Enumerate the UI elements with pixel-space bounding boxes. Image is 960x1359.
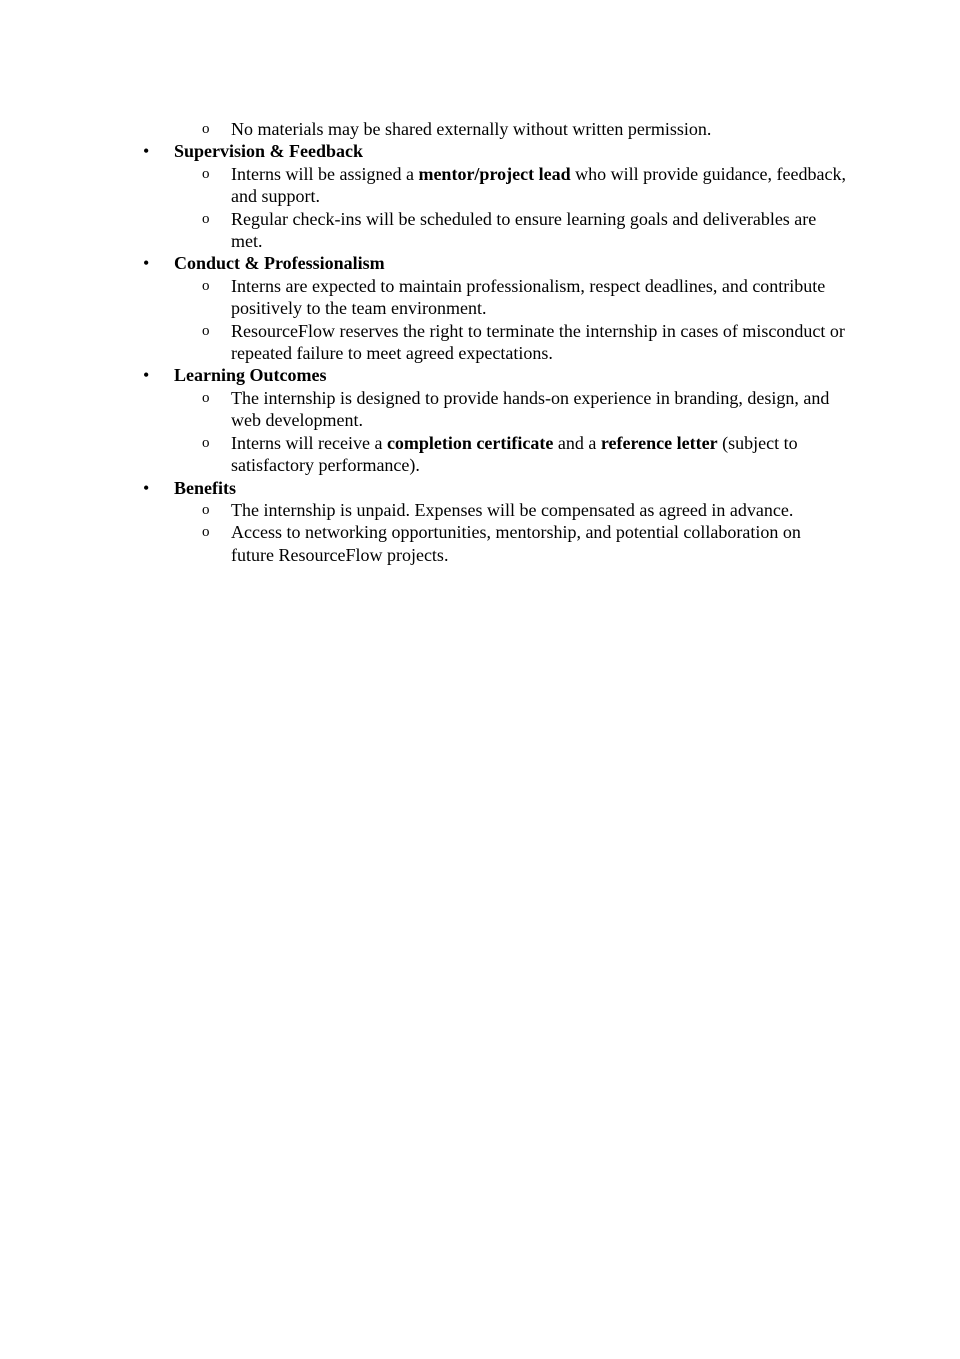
section-heading-text: Benefits bbox=[174, 477, 236, 498]
list-item-text: Interns are expected to maintain professionalism, respect deadlines, and contribute positively to the team environment. bbox=[231, 275, 826, 319]
bullet: • bbox=[143, 365, 150, 386]
bold-text: reference letter bbox=[600, 432, 718, 453]
list-item bbox=[0, 163, 846, 208]
section-heading-text: Conduct & Professionalism bbox=[174, 253, 385, 274]
list-item-text: ResourceFlow reserves the right to terminate the internship in cases of misconduct or repeated failure to meet agreed expectations. bbox=[231, 320, 845, 364]
list-item-text: No materials may be shared externally without written permission. bbox=[231, 119, 712, 139]
section-heading bbox=[0, 140, 854, 162]
section-supervision-feedback bbox=[0, 140, 960, 252]
bullet: • bbox=[143, 141, 150, 162]
list-item bbox=[0, 387, 846, 432]
list-item-text: Interns will receive a completion certificate and a reference letter (subject to satisfactory performance). bbox=[231, 432, 798, 476]
sub-bullet: o bbox=[202, 165, 210, 182]
list-item-text: Regular check-ins will be scheduled to ensure learning goals and deliverables are met. bbox=[231, 208, 817, 252]
bullet: • bbox=[143, 253, 150, 274]
list-item bbox=[0, 499, 846, 521]
section-conduct-professionalism bbox=[0, 252, 960, 364]
bold-text: mentor/project lead bbox=[418, 163, 571, 184]
document-page bbox=[0, 118, 960, 566]
sub-bullet: o bbox=[202, 524, 210, 541]
list-item-continuation bbox=[0, 118, 846, 140]
list-item-text: The internship is unpaid. Expenses will be compensated as agreed in advance. bbox=[231, 499, 794, 520]
section-heading-text: Supervision & Feedback bbox=[174, 141, 364, 162]
section-heading-text: Learning Outcomes bbox=[174, 365, 327, 386]
list-item bbox=[0, 521, 846, 566]
list-item bbox=[0, 320, 846, 365]
section-heading bbox=[0, 477, 854, 499]
sub-bullet: o bbox=[202, 322, 210, 339]
sub-bullet: o bbox=[202, 434, 210, 451]
bold-text: completion certificate bbox=[386, 432, 554, 453]
sub-bullet: o bbox=[202, 121, 210, 137]
list-item-text: The internship is designed to provide hands-on experience in branding, design, and web development. bbox=[231, 387, 830, 431]
list-item-text: Access to networking opportunities, mentorship, and potential collaboration on future ResourceFlow projects. bbox=[231, 522, 801, 565]
list-item bbox=[0, 275, 846, 320]
section-benefits bbox=[0, 477, 960, 567]
list-item bbox=[0, 432, 846, 477]
sub-bullet: o bbox=[202, 277, 210, 294]
list-item-text: Interns will be assigned a mentor/project lead who will provide guidance, feedback, and support. bbox=[231, 163, 846, 207]
section-heading bbox=[0, 364, 854, 386]
sub-bullet: o bbox=[202, 389, 210, 406]
bullet: • bbox=[143, 477, 150, 498]
section-heading bbox=[0, 252, 854, 274]
list-item bbox=[0, 208, 846, 253]
sub-bullet: o bbox=[202, 501, 210, 518]
section-learning-outcomes bbox=[0, 364, 960, 476]
sub-bullet: o bbox=[202, 210, 210, 227]
